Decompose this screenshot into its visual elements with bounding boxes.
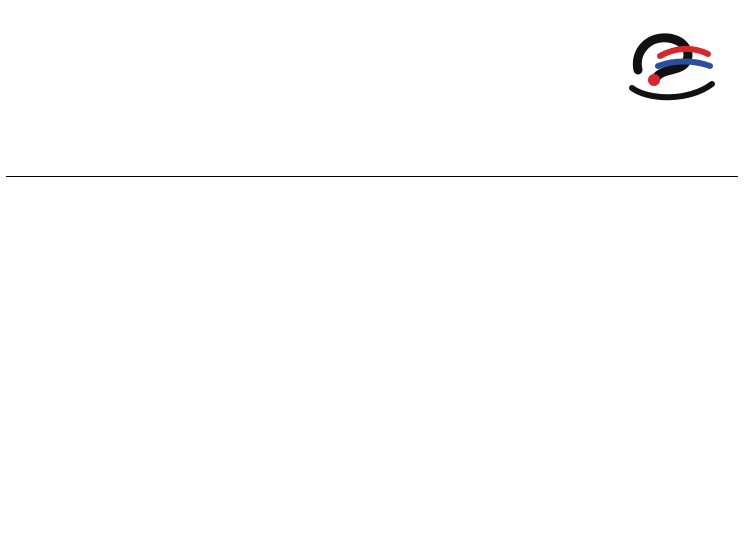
federation-logo xyxy=(596,8,744,134)
header-divider xyxy=(6,176,738,177)
